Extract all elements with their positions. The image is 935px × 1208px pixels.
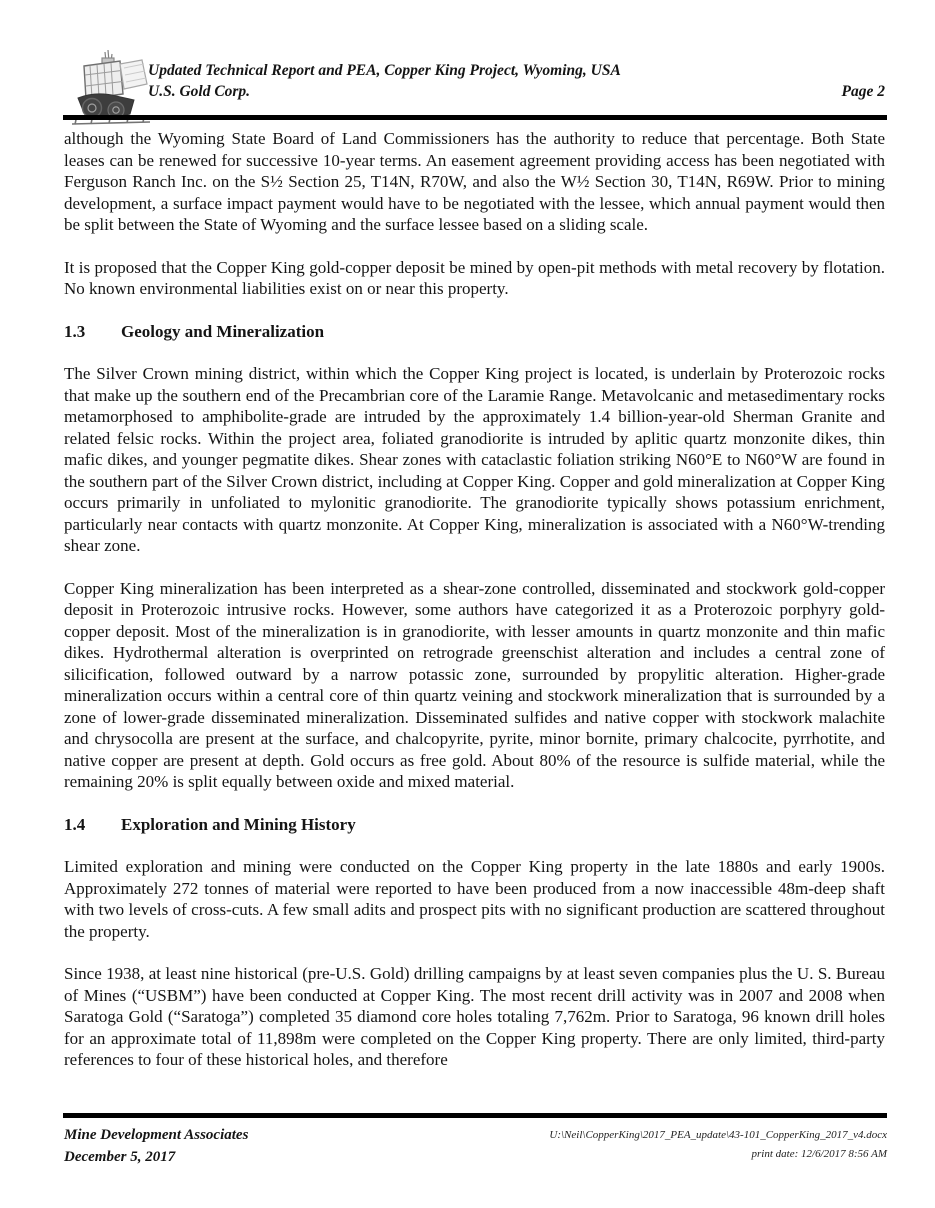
paragraph: Copper King mineralization has been interpreted as a shear-zone controlled, disseminated and stockwork gold-copper deposit in Proterozoic intrusive rocks. However, some authors have categorized it as a Proterozoic porphyry gold-copper deposit. Most of the mineralization is in granodiorite, with lesser amounts in quartz monzonite and thin mafic dikes. Hydrothermal alteration is overprinted on retrograde greenschist alteration and includes a central zone of silicification, followed outward by a narrow potassic zone, surrounded by propylitic alteration. Higher-grade mineralization occurs within a central core of thin quartz veining and stockwork mineralization that is surrounded by a zone of lower-grade disseminated mineralization. Disseminated sulfides and native copper with stockwork malachite and chrysocolla are present at the surface, and chalcopyrite, pyrite, minor bornite, primary chalcocite, pyrrhotite, and native copper are present at depth. Gold occurs as free gold. About 80% of the resource is sulfide material, while the remaining 20% is split equally between oxide and mixed material. bbox=[64, 578, 885, 791]
footer-date: December 5, 2017 bbox=[64, 1149, 176, 1165]
section-heading-1-3 bbox=[64, 321, 885, 343]
company-name: U.S. Gold Corp. bbox=[148, 83, 251, 100]
footer-print-date: print date: 12/6/2017 8:56 AM bbox=[751, 1148, 887, 1160]
footer-divider bbox=[63, 1113, 887, 1118]
paragraph: Since 1938, at least nine historical (pre-U.S. Gold) drilling campaigns by at least seven companies plus the U. S. Bureau of Mines (“USBM”) have been conducted at Copper King. The most recent drill activity was in 2007 and 2008 when Saratoga Gold (“Saratoga”) completed 35 diamond core holes totaling 7,762m. Prior to Saratoga, 96 known drill holes for an approximate total of 11,898m were completed on the Copper King property. There are only limited, third-party references to four of these historical holes, and therefore bbox=[64, 964, 885, 1069]
section-heading-1-4 bbox=[64, 814, 885, 836]
section-number: 1.3 bbox=[64, 321, 86, 341]
header-text-block bbox=[148, 60, 885, 102]
section-number: 1.4 bbox=[64, 814, 86, 834]
footer-left-block bbox=[64, 1124, 248, 1168]
paragraph: The Silver Crown mining district, within which the Copper King project is located, is underlain by Proterozoic rocks that make up the southern end of the Precambrian core of the Laramie Range. Metavolcanic and metasedimentary rocks metamorphosed to amphibolite-grade are intruded by the approximately 1.4 billion-year-old Sherman Granite and related felsic rocks. Within the project area, foliated granodiorite is intruded by aplitic quartz monzonite dikes, thin mafic dikes, and younger pegmatite dikes. Shear zones with cataclastic foliation striking N60°E to N60°W are found in the southern part of the Silver Crown district, including at Copper King. Copper and gold mineralization at Copper King occurs primarily in unfoliated to mylonitic granodiorite. The granodiorite typically shows potassium enrichment, particularly near contacts with quartz monzonite. At Copper King, mineralization is associated with a N60°W-trending shear zone. bbox=[64, 364, 885, 555]
page-number: Page 2 bbox=[841, 83, 885, 100]
section-title: Exploration and Mining History bbox=[121, 814, 356, 834]
report-title: Updated Technical Report and PEA, Copper King Project, Wyoming, USA bbox=[148, 62, 621, 79]
section-title: Geology and Mineralization bbox=[121, 321, 325, 341]
document-body bbox=[64, 128, 885, 1092]
paragraph: although the Wyoming State Board of Land Commissioners has the authority to reduce that percentage. Both State leases can be renewed for successive 10-year terms. An easement agreement providing access has been negotiated with Ferguson Ranch Inc. on the S½ Section 25, T14N, R70W, and also the W½ Section 30, T14N, R69W. Prior to mining development, a surface impact payment would have to be negotiated with the lessee, which annual payment would then be split between the State of Wyoming and the surface lessee based on a sliding scale. bbox=[64, 129, 885, 234]
header-divider bbox=[63, 115, 887, 120]
paragraph: Limited exploration and mining were conducted on the Copper King property in the late 1880s and early 1900s. Approximately 272 tonnes of material were reported to have been produced from a now inaccessible 48m-deep shaft with two levels of cross-cuts. A few small adits and prospect pits with no significant production are scattered throughout the property. bbox=[64, 857, 885, 941]
footer-right-block bbox=[549, 1126, 887, 1164]
paragraph: It is proposed that the Copper King gold-copper deposit be mined by open-pit methods with metal recovery by flotation. No known environmental liabilities exist on or near this property. bbox=[64, 257, 885, 298]
footer-company: Mine Development Associates bbox=[64, 1127, 249, 1143]
footer-file-path: U:\Neil\CopperKing\2017_PEA_update\43-101_CopperKing_2017_v4.docx bbox=[549, 1129, 887, 1141]
